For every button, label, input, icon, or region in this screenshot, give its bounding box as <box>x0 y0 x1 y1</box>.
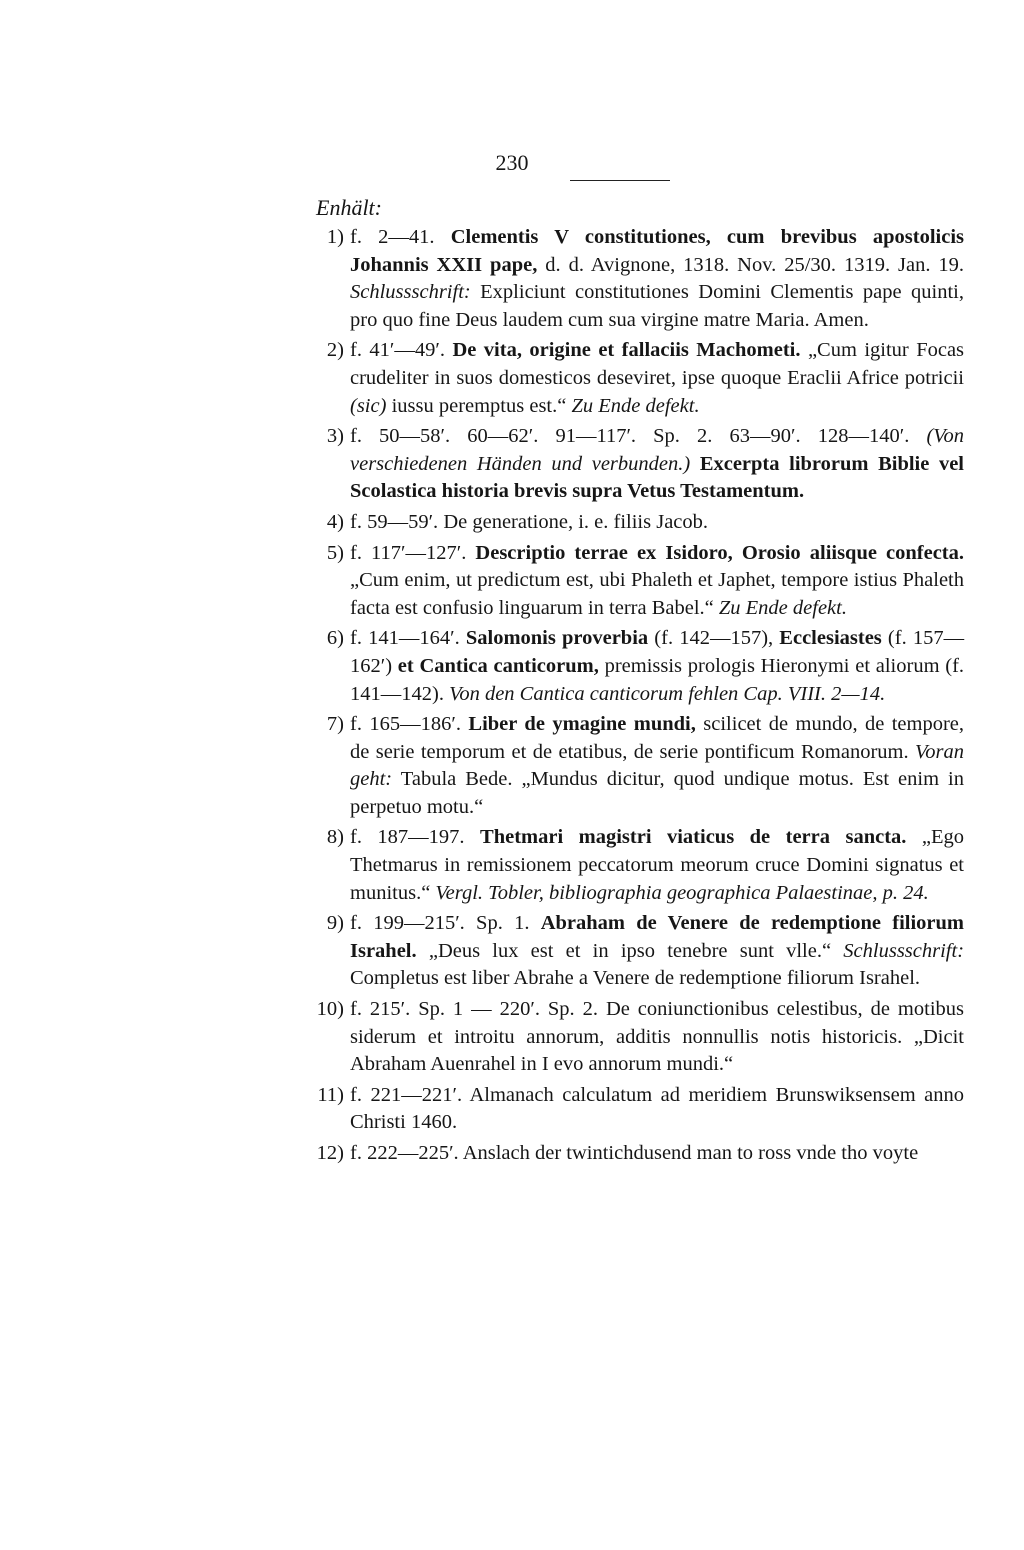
entry-number: 6) <box>326 627 344 650</box>
folio: f. 50—58′. 60—62′. 91—117′. Sp. 2. 63—90′. 128—140′. <box>350 425 910 448</box>
note-text: Completus est liber Abrahe a Venere de redemptione filiorum Israhel. <box>350 967 921 990</box>
incipit: „Deus lux est et in ipso tenebre sunt vlle.“ <box>428 939 832 962</box>
entry-title: Descriptio terrae ex Isidoro, Orosio aliisque confecta. <box>475 541 964 564</box>
remark: Von den Cantica canticorum fehlen Cap. VIII. 2—14. <box>449 682 886 705</box>
folio-range-2: (f. 157—162′) <box>350 627 965 677</box>
list-item <box>0 337 1024 420</box>
list-item <box>0 1082 1024 1137</box>
entry-number: 7) <box>326 713 344 736</box>
list-item <box>0 224 1024 334</box>
entry-number: 2) <box>326 339 344 362</box>
entry-title: Liber de ymagine mundi, <box>468 713 696 736</box>
entry-text <box>350 824 964 907</box>
contents-heading: Enhält: <box>316 195 382 220</box>
incipit: „Cum enim, ut predictum est, ubi Phaleth et Japhet, tempore istius Phaleth facta est confusio linguarum in terra Babel.“ <box>350 569 964 619</box>
header-rule <box>570 180 670 181</box>
entry-number: 3) <box>326 425 344 448</box>
entry-title-2: Ecclesiastes <box>779 627 882 650</box>
list-item <box>0 625 1024 708</box>
entry-details: d. d. Avignone, 1318. Nov. 25/30. 1319. Jan. 19. <box>545 253 965 276</box>
entry-number: 12) <box>316 1142 344 1164</box>
incipit: „Ego Thetmarus in remissionem peccatorum meorum cruce Domini signatus et munitus.“ <box>350 826 965 904</box>
folio: f. 141—164′. <box>350 627 460 650</box>
folio: f. 165—186′. <box>350 713 461 736</box>
folio: f. 41′—49′. <box>350 339 445 362</box>
folio: f. 187—197. <box>350 826 465 849</box>
list-item <box>0 910 1024 993</box>
entry-text <box>350 224 964 334</box>
list-item <box>0 711 1024 821</box>
note-text: Expliciunt constitutiones Domini Clementis pape quinti, pro quo fine Deus laudem cum sua virgine matre Maria. Amen. <box>350 281 965 331</box>
entry-text <box>350 540 964 623</box>
folio: f. 2—41. <box>350 226 435 248</box>
entry-text <box>350 423 964 506</box>
folio: f. 215′. Sp. 1 — 220′. Sp. 2. <box>350 998 598 1021</box>
entry-text <box>350 711 964 821</box>
sic-note: (sic) <box>350 394 387 417</box>
entry-text <box>350 337 964 420</box>
entry-title: Clementis V constitutiones, cum brevibus apostolicis Johannis XXII pape, <box>350 226 964 276</box>
entry-body: De coniunctionibus celestibus, de motibus siderum et introitu annorum, additis nonnullis notis historicis. <box>350 998 964 1048</box>
remark: Zu Ende defekt. <box>571 394 700 417</box>
entry-text <box>350 1082 964 1137</box>
list-item <box>0 996 1024 1079</box>
folio: f. 221—221′. <box>350 1083 463 1106</box>
entry-text <box>350 625 964 708</box>
folio-range: (f. 142—157), <box>654 627 774 650</box>
remark: (Von verschiedenen Händen und verbunden.) <box>350 425 965 475</box>
incipit-end: iussu peremptus est.“ <box>391 394 567 417</box>
note-label: Schlussschrift: <box>843 939 965 962</box>
list-item <box>0 509 1024 537</box>
entry-body: premissis prologis Hieronymi et aliorum (f. 141—142). <box>350 654 965 705</box>
note-label: Schlussschrift: <box>350 281 471 304</box>
entry-number: 11) <box>317 1083 344 1106</box>
folio: f. 117′—127′. <box>350 541 467 564</box>
entry-title: Excerpta librorum Biblie vel Scolastica historia brevis supra Vetus Testamentum. <box>350 452 964 503</box>
entry-number: 1) <box>326 226 344 248</box>
entry-title: Salomonis proverbia <box>465 627 649 650</box>
entry-title: Abraham de Venere de redemptione filiorum Israhel. <box>350 912 965 962</box>
entry-number: 5) <box>326 541 344 564</box>
entry-number: 10) <box>316 998 344 1021</box>
folio: f. 222—225′. <box>350 1142 459 1164</box>
folio: f. 59—59′. <box>350 510 439 533</box>
entry-text <box>350 509 964 537</box>
entry-body: Anslach der twintichdusend man to ross vnde tho voyte <box>462 1142 919 1164</box>
incipit: „Dicit Abraham Auenrahel in I evo annorum mundi.“ <box>350 1025 964 1076</box>
page-number: 230 <box>495 150 529 175</box>
entry-title: Thetmari magistri viaticus de terra sancta. <box>480 826 907 849</box>
entry-text <box>350 910 964 993</box>
list-item <box>0 423 1024 506</box>
list-item <box>0 540 1024 623</box>
entry-number: 9) <box>326 912 344 935</box>
folio: f. 199—215′. Sp. 1. <box>350 912 530 935</box>
list-item <box>0 824 1024 907</box>
entry-body: Almanach calculatum ad meridiem Brunswiksensem anno Christi 1460. <box>350 1083 965 1134</box>
entry-number: 8) <box>326 826 344 849</box>
entry-number: 4) <box>326 510 344 533</box>
entry-title: De vita, origine et fallaciis Machometi. <box>452 339 801 362</box>
remark: Vergl. Tobler, bibliographia geographica Palaestinae, p. 24. <box>435 881 929 904</box>
incipit: „Cum igitur Focas crudeliter in suos domesticos deseviret, ipse quoque Eraclii Africe potricii <box>350 339 965 389</box>
remark: Zu Ende defekt. <box>718 596 847 619</box>
entry-text <box>350 996 964 1079</box>
list-item <box>0 1140 1024 1168</box>
remark: Voran geht: <box>350 740 964 791</box>
entry-title-3: et Cantica canticorum, <box>397 654 599 677</box>
incipit: Tabula Bede. „Mundus dicitur, quod undique motus. Est enim in perpetuo motu.“ <box>350 768 964 818</box>
entry-list <box>0 224 1024 1171</box>
entry-body: De generatione, i. e. filiis Jacob. <box>443 510 709 533</box>
entry-body: scilicet de mundo, de tempore, de serie temporum et de etatibus, de serie pontificum Romanorum. <box>350 713 965 763</box>
entry-text <box>350 1140 964 1168</box>
